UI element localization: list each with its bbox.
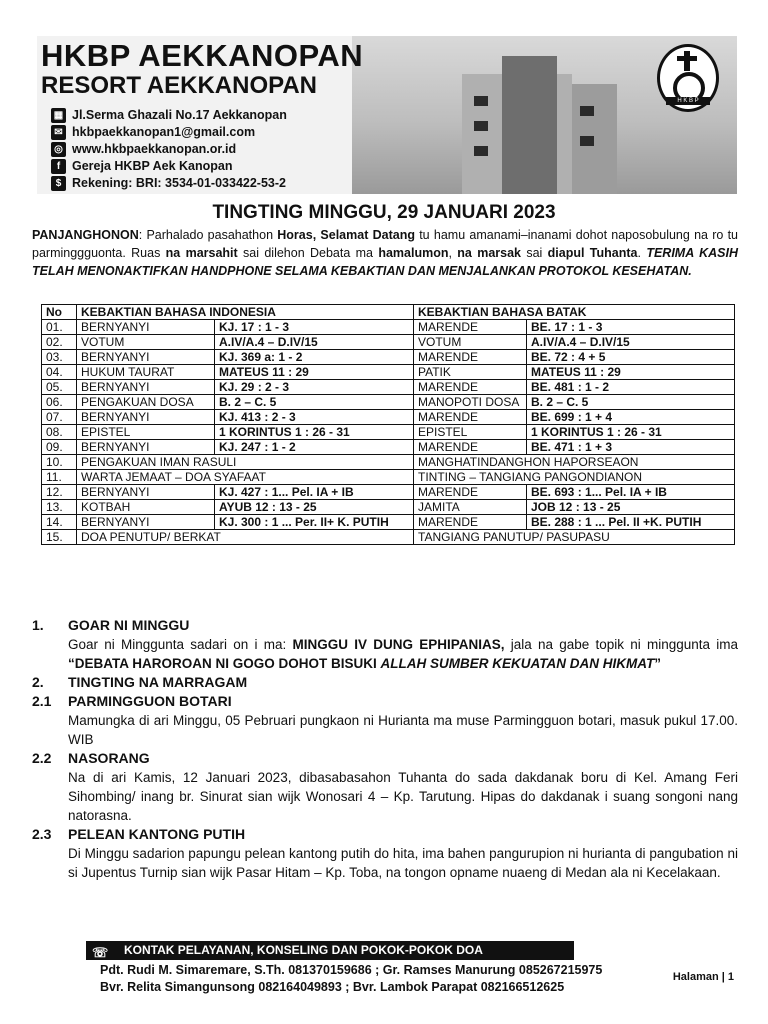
table-cell: PENGAKUAN DOSA bbox=[77, 395, 215, 410]
table-cell: MARENDE bbox=[414, 320, 527, 335]
table-cell: 05. bbox=[42, 380, 77, 395]
table-cell: KJ. 413 : 2 - 3 bbox=[215, 410, 414, 425]
table-cell: 09. bbox=[42, 440, 77, 455]
section-heading: 2.1 PARMINGGUON BOTARI bbox=[32, 693, 232, 709]
table-cell: A.IV/A.4 – D.IV/15 bbox=[527, 335, 735, 350]
table-cell: MARENDE bbox=[414, 440, 527, 455]
table-cell: KOTBAH bbox=[77, 500, 215, 515]
table-cell: TINTING – TANGIANG PANGONDIANON bbox=[414, 470, 735, 485]
table-cell: KJ. 427 : 1... Pel. IA + IB bbox=[215, 485, 414, 500]
building-icon: ▦ bbox=[51, 108, 66, 123]
table-cell: 1 KORINTUS 1 : 26 - 31 bbox=[215, 425, 414, 440]
section-body: Mamungka di ari Minggu, 05 Pebruari pungkaon ni Hurianta ma muse Parmingguon botari, masuk pukul 17.00. WIB bbox=[68, 713, 738, 747]
mail-icon: ✉ bbox=[51, 125, 66, 140]
table-cell: MARENDE bbox=[414, 350, 527, 365]
section-heading: 2.2 NASORANG bbox=[32, 750, 150, 766]
table-cell: MARENDE bbox=[414, 410, 527, 425]
table-cell: 14. bbox=[42, 515, 77, 530]
table-cell: VOTUM bbox=[77, 335, 215, 350]
table-cell: BE. 72 : 4 + 5 bbox=[527, 350, 735, 365]
footer-contacts-line1: Pdt. Rudi M. Simaremare, S.Th. 081370159686 ; Gr. Ramses Manurung 085267215975 bbox=[100, 963, 603, 977]
table-cell: A.IV/A.4 – D.IV/15 bbox=[215, 335, 414, 350]
table-cell: PATIK bbox=[414, 365, 527, 380]
phone-icon: ☏ bbox=[92, 945, 109, 960]
table-row bbox=[42, 395, 735, 410]
hkbp-logo-icon: H K B P bbox=[657, 44, 719, 112]
contact-bank-account: $ Rekening: BRI: 3534-01-033422-53-2 bbox=[51, 175, 351, 191]
table-row bbox=[42, 470, 735, 485]
section-body: Di Minggu sadarion papungu pelean kantong putih do hita, ima bahen pangurupion ni hurianta di pangubation ni si Jupentus Turnip sian wijk Pasar Hitam – Kp. Toba, na tongon opname nuaeng di Medan ala ni Kecelakaan. bbox=[68, 846, 738, 880]
table-cell: 02. bbox=[42, 335, 77, 350]
church-building-photo bbox=[352, 36, 737, 194]
table-row bbox=[42, 425, 735, 440]
table-row bbox=[42, 410, 735, 425]
bank-icon: $ bbox=[51, 176, 66, 191]
table-cell: BE. 471 : 1 + 3 bbox=[527, 440, 735, 455]
table-cell: WARTA JEMAAT – DOA SYAFAAT bbox=[77, 470, 414, 485]
table-row bbox=[42, 320, 735, 335]
table-cell: KJ. 17 : 1 - 3 bbox=[215, 320, 414, 335]
table-cell: 10. bbox=[42, 455, 77, 470]
contact-website[interactable]: ◎ www.hkbpaekkanopan.or.id bbox=[51, 141, 351, 157]
table-cell: KJ. 29 : 2 - 3 bbox=[215, 380, 414, 395]
section-body: Na di ari Kamis, 12 Januari 2023, dibasabasahon Tuhanta do sada dakdanak boru di Kel. Amang Feri Sihombing/ inang br. Sinurat sian wijk Wonosari 4 – Kp. Tarutung. Hipas do dakdanak i suang songoni nang natorasna. bbox=[68, 770, 738, 823]
table-cell: 15. bbox=[42, 530, 77, 545]
section-heading: 2.3 PELEAN KANTONG PUTIH bbox=[32, 826, 246, 842]
table-cell: AYUB 12 : 13 - 25 bbox=[215, 500, 414, 515]
table-cell: BE. 693 : 1... Pel. IA + IB bbox=[527, 485, 735, 500]
table-cell: BERNYANYI bbox=[77, 485, 215, 500]
table-cell: 12. bbox=[42, 485, 77, 500]
table-cell: BERNYANYI bbox=[77, 410, 215, 425]
footer-contacts-line2: Bvr. Relita Simangunsong 082164049893 ; Bvr. Lambok Parapat 082166512625 bbox=[100, 980, 565, 994]
header-banner bbox=[37, 36, 737, 194]
table-cell: KJ. 247 : 1 - 2 bbox=[215, 440, 414, 455]
table-cell: 08. bbox=[42, 425, 77, 440]
table-row bbox=[42, 335, 735, 350]
resort-name: RESORT AEKKANOPAN bbox=[41, 72, 318, 99]
table-cell: MATEUS 11 : 29 bbox=[527, 365, 735, 380]
table-cell: TANGIANG PANUTUP/ PASUPASU bbox=[414, 530, 735, 545]
table-cell: KJ. 300 : 1 ... Per. II+ K. PUTIH bbox=[215, 515, 414, 530]
globe-icon: ◎ bbox=[51, 142, 66, 157]
table-cell: 03. bbox=[42, 350, 77, 365]
table-cell: 04. bbox=[42, 365, 77, 380]
table-cell: PENGAKUAN IMAN RASULI bbox=[77, 455, 414, 470]
table-cell: MARENDE bbox=[414, 380, 527, 395]
section-body: Goar ni Minggunta sadari on i ma: MINGGU IV DUNG EPHIPANIAS, jala na gabe topik ni minggunta ima “DEBATA HAROROAN NI GOGO DOHOT BISUKI ALLAH SUMBER KEKUATAN DAN HIKMAT” bbox=[68, 637, 738, 671]
table-cell: MANGHATINDANGHON HAPORSEAON bbox=[414, 455, 735, 470]
table-row bbox=[42, 500, 735, 515]
contact-facebook[interactable]: f Gereja HKBP Aek Kanopan bbox=[51, 158, 351, 174]
table-cell: 06. bbox=[42, 395, 77, 410]
table-cell: B. 2 – C. 5 bbox=[215, 395, 414, 410]
table-cell: BERNYANYI bbox=[77, 320, 215, 335]
table-row bbox=[42, 440, 735, 455]
table-row bbox=[42, 380, 735, 395]
table-cell: EPISTEL bbox=[414, 425, 527, 440]
table-cell: EPISTEL bbox=[77, 425, 215, 440]
intro-paragraph: PANJANGHONON: Parhalado pasahathon Horas, Selamat Datang tu hamu amanami–inanami dohot naposobulung na ro tu parminggguonta. Ruas na marsahit sai dilehon Debata ma hamalumon, na marsak sai diapul Tuhanta. TERIMA KASIH TELAH MENONAKTIFKAN HANDPHONE SELAMA KEBAKTIAN DAN MENJALANKAN PROTOKOL KESEHATAN. bbox=[32, 228, 738, 278]
table-cell: VOTUM bbox=[414, 335, 527, 350]
worship-schedule-table bbox=[41, 304, 735, 545]
table-cell: 01. bbox=[42, 320, 77, 335]
table-row bbox=[42, 530, 735, 545]
page-number: Halaman | 1 bbox=[672, 971, 734, 983]
table-cell: JAMITA bbox=[414, 500, 527, 515]
section-heading: 1. GOAR NI MINGGU bbox=[32, 617, 190, 633]
table-row bbox=[42, 455, 735, 470]
table-cell: BE. 288 : 1 ... Pel. II +K. PUTIH bbox=[527, 515, 735, 530]
contact-bar: ☏ KONTAK PELAYANAN, KONSELING DAN POKOK-POKOK DOA bbox=[86, 941, 574, 960]
table-cell: KJ. 369 a: 1 - 2 bbox=[215, 350, 414, 365]
contact-address: ▦ Jl.Serma Ghazali No.17 Aekkanopan bbox=[51, 107, 351, 123]
table-cell: BERNYANYI bbox=[77, 350, 215, 365]
table-cell: JOB 12 : 13 - 25 bbox=[527, 500, 735, 515]
table-cell: 13. bbox=[42, 500, 77, 515]
table-cell: B. 2 – C. 5 bbox=[527, 395, 735, 410]
table-cell: BERNYANYI bbox=[77, 440, 215, 455]
table-cell: DOA PENUTUP/ BERKAT bbox=[77, 530, 414, 545]
contact-email[interactable]: ✉ hkbpaekkanopan1@gmail.com bbox=[51, 124, 351, 140]
table-cell: MARENDE bbox=[414, 515, 527, 530]
table-cell: MARENDE bbox=[414, 485, 527, 500]
table-cell: MATEUS 11 : 29 bbox=[215, 365, 414, 380]
table-cell: BE. 17 : 1 - 3 bbox=[527, 320, 735, 335]
table-cell: BE. 481 : 1 - 2 bbox=[527, 380, 735, 395]
page-title: TINGTING MINGGU, 29 JANUARI 2023 bbox=[212, 202, 556, 223]
table-cell: 07. bbox=[42, 410, 77, 425]
church-name: HKBP AEKKANOPAN bbox=[41, 38, 364, 73]
table-row bbox=[42, 365, 735, 380]
table-row bbox=[42, 485, 735, 500]
table-header-row: No KEBAKTIAN BAHASA INDONESIA KEBAKTIAN BAHASA BATAK bbox=[42, 305, 735, 320]
table-row bbox=[42, 350, 735, 365]
table-cell: 1 KORINTUS 1 : 26 - 31 bbox=[527, 425, 735, 440]
table-cell: MANOPOTI DOSA bbox=[414, 395, 527, 410]
table-cell: BE. 699 : 1 + 4 bbox=[527, 410, 735, 425]
table-cell: BERNYANYI bbox=[77, 380, 215, 395]
table-cell: HUKUM TAURAT bbox=[77, 365, 215, 380]
announcements bbox=[32, 616, 738, 882]
table-cell: 11. bbox=[42, 470, 77, 485]
table-row bbox=[42, 515, 735, 530]
table-cell: BERNYANYI bbox=[77, 515, 215, 530]
section-heading: 2. TINGTING NA MARRAGAM bbox=[32, 674, 248, 690]
facebook-icon: f bbox=[51, 159, 66, 174]
